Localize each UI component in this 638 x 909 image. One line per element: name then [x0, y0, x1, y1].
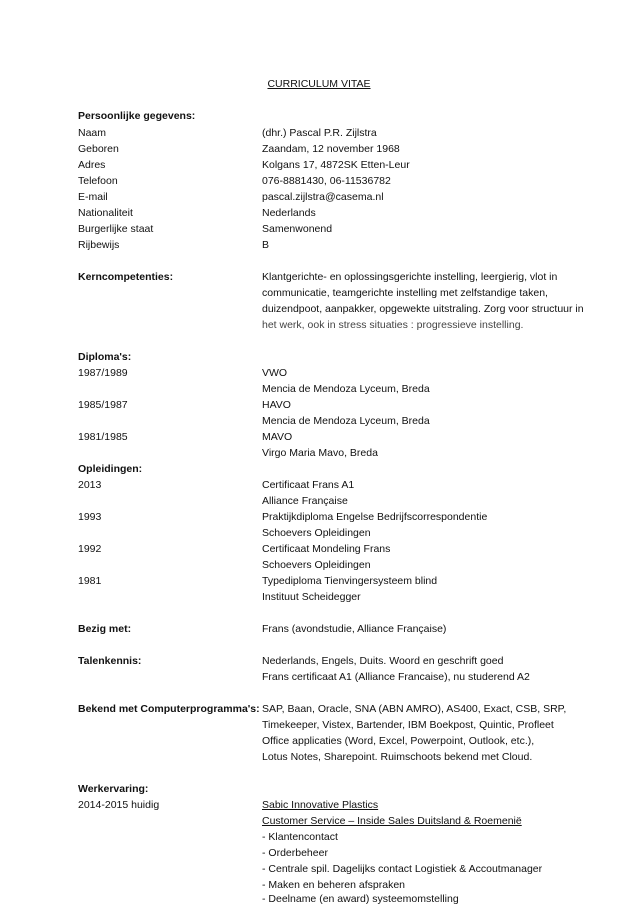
- experience-heading: Werkervaring:: [78, 783, 149, 795]
- label-burgerlijke-staat: Burgerlijke staat: [78, 223, 154, 235]
- languages-line: Frans certificaat A1 (Alliance Francaise), nu studerend A2: [262, 671, 530, 683]
- training-row: [0, 591, 638, 607]
- personal-heading: Persoonlijke gegevens:: [78, 110, 196, 122]
- personal-row: [0, 143, 638, 159]
- languages-heading: Talenkennis:: [78, 655, 142, 667]
- diploma-school: Mencia de Mendoza Lyceum, Breda: [262, 415, 430, 427]
- competences-line: het werk, ook in stress situaties : progressieve instelling.: [262, 319, 524, 331]
- software-line: Lotus Notes, Sharepoint. Ruimschoots bekend met Cloud.: [262, 751, 533, 763]
- languages-row: [0, 655, 638, 671]
- diploma-name: HAVO: [262, 399, 291, 411]
- diploma-period: 1985/1987: [78, 399, 128, 411]
- software-row: [0, 703, 638, 719]
- label-naam: Naam: [78, 127, 107, 139]
- experience-row: [0, 815, 638, 831]
- personal-heading-row: [0, 110, 638, 126]
- diploma-row: [0, 399, 638, 415]
- value-naam: (dhr.) Pascal P.R. Zijlstra: [262, 127, 377, 139]
- experience-task: - Centrale spil. Dagelijks contact Logistiek & Accoutmanager: [262, 863, 543, 875]
- competences-line: Klantgerichte- en oplossingsgerichte instelling, leergierig, vlot in: [262, 271, 558, 283]
- competences-row: [0, 271, 638, 287]
- training-year: 2013: [78, 479, 102, 491]
- training-row: [0, 575, 638, 591]
- personal-row: [0, 191, 638, 207]
- training-row: [0, 543, 638, 559]
- busy-heading: Bezig met:: [78, 623, 132, 635]
- training-year: 1992: [78, 543, 102, 555]
- label-email: E-mail: [78, 191, 108, 203]
- personal-row: [0, 175, 638, 191]
- experience-task-row: [0, 893, 638, 909]
- experience-role: Customer Service – Inside Sales Duitsland & Roemenië: [262, 815, 522, 827]
- label-nationaliteit: Nationaliteit: [78, 207, 133, 219]
- value-telefoon: 076-8881430, 06-11536782: [262, 175, 391, 187]
- diploma-name: MAVO: [262, 431, 293, 443]
- diploma-row: [0, 415, 638, 431]
- training-name: Certificaat Frans A1: [262, 479, 355, 491]
- training-row: [0, 559, 638, 575]
- training-row: [0, 495, 638, 511]
- value-adres: Kolgans 17, 4872SK Etten-Leur: [262, 159, 410, 171]
- diploma-period: 1987/1989: [78, 367, 128, 379]
- diploma-name: VWO: [262, 367, 288, 379]
- diploma-period: 1981/1985: [78, 431, 128, 443]
- value-email: pascal.zijlstra@casema.nl: [262, 191, 384, 203]
- personal-row: [0, 159, 638, 175]
- personal-row: [0, 127, 638, 143]
- value-nationaliteit: Nederlands: [262, 207, 316, 219]
- value-rijbewijs: B: [262, 239, 270, 251]
- experience-row: [0, 799, 638, 815]
- training-name: Praktijkdiploma Engelse Bedrijfscorrespondentie: [262, 511, 488, 523]
- personal-row: [0, 207, 638, 223]
- label-adres: Adres: [78, 159, 106, 171]
- training-row: [0, 511, 638, 527]
- software-line: Office applicaties (Word, Excel, Powerpoint, Outlook, etc.),: [262, 735, 535, 747]
- diplomas-heading: Diploma's:: [78, 351, 132, 363]
- personal-row: [0, 223, 638, 239]
- competences-line: duizendpoot, aanpakker, opgewekte uitstraling. Zorg voor structuur in: [262, 303, 584, 315]
- experience-task-row: [0, 847, 638, 863]
- software-line: Timekeeper, Vistex, Bartender, IBM Boekpost, Quintic, Profleet: [262, 719, 554, 731]
- languages-line: Nederlands, Engels, Duits. Woord en geschrift goed: [262, 655, 504, 667]
- training-institute: Alliance Française: [262, 495, 348, 507]
- diploma-row: [0, 383, 638, 399]
- training-institute: Instituut Scheidegger: [262, 591, 361, 603]
- software-row: [0, 751, 638, 767]
- training-year: 1993: [78, 511, 102, 523]
- diploma-row: [0, 367, 638, 383]
- label-rijbewijs: Rijbewijs: [78, 239, 120, 251]
- experience-task-row: [0, 831, 638, 847]
- trainings-heading-row: [0, 463, 638, 479]
- diploma-row: [0, 447, 638, 463]
- software-line: SAP, Baan, Oracle, SNA (ABN AMRO), AS400, Exact, CSB, SRP,: [262, 703, 567, 715]
- training-year: 1981: [78, 575, 102, 587]
- competences-heading: Kerncompetenties:: [78, 271, 174, 283]
- experience-heading-row: [0, 783, 638, 799]
- personal-row: [0, 239, 638, 255]
- competences-row: [0, 303, 638, 319]
- trainings-heading: Opleidingen:: [78, 463, 143, 475]
- competences-line: communicatie, teamgerichte instelling met zelfstandige taken,: [262, 287, 548, 299]
- label-geboren: Geboren: [78, 143, 119, 155]
- experience-task: - Klantencontact: [262, 831, 338, 843]
- languages-row: [0, 671, 638, 687]
- software-heading: Bekend met Computerprogramma's:: [78, 703, 260, 715]
- diplomas-heading-row: [0, 351, 638, 367]
- value-burgerlijke-staat: Samenwonend: [262, 223, 333, 235]
- training-row: [0, 527, 638, 543]
- diploma-row: [0, 431, 638, 447]
- training-name: Certificaat Mondeling Frans: [262, 543, 391, 555]
- experience-period: 2014-2015 huidig: [78, 799, 160, 811]
- training-name: Typediploma Tienvingersysteem blind: [262, 575, 438, 587]
- label-telefoon: Telefoon: [78, 175, 118, 187]
- experience-task: - Deelname (en award) systeemomstelling: [262, 893, 459, 905]
- competences-row: [0, 319, 638, 335]
- competences-row: [0, 287, 638, 303]
- value-geboren: Zaandam, 12 november 1968: [262, 143, 400, 155]
- diploma-school: Virgo Maria Mavo, Breda: [262, 447, 378, 459]
- experience-task: - Orderbeheer: [262, 847, 328, 859]
- experience-task: - Maken en beheren afspraken: [262, 879, 406, 891]
- training-institute: Schoevers Opleidingen: [262, 527, 371, 539]
- training-institute: Schoevers Opleidingen: [262, 559, 371, 571]
- training-row: [0, 479, 638, 495]
- busy-row: [0, 623, 638, 639]
- experience-company: Sabic Innovative Plastics: [262, 799, 379, 811]
- document-title: CURRICULUM VITAE: [267, 78, 371, 90]
- software-row: [0, 719, 638, 735]
- software-row: [0, 735, 638, 751]
- diploma-school: Mencia de Mendoza Lyceum, Breda: [262, 383, 430, 395]
- experience-task-row: [0, 863, 638, 879]
- busy-value: Frans (avondstudie, Alliance Française): [262, 623, 447, 635]
